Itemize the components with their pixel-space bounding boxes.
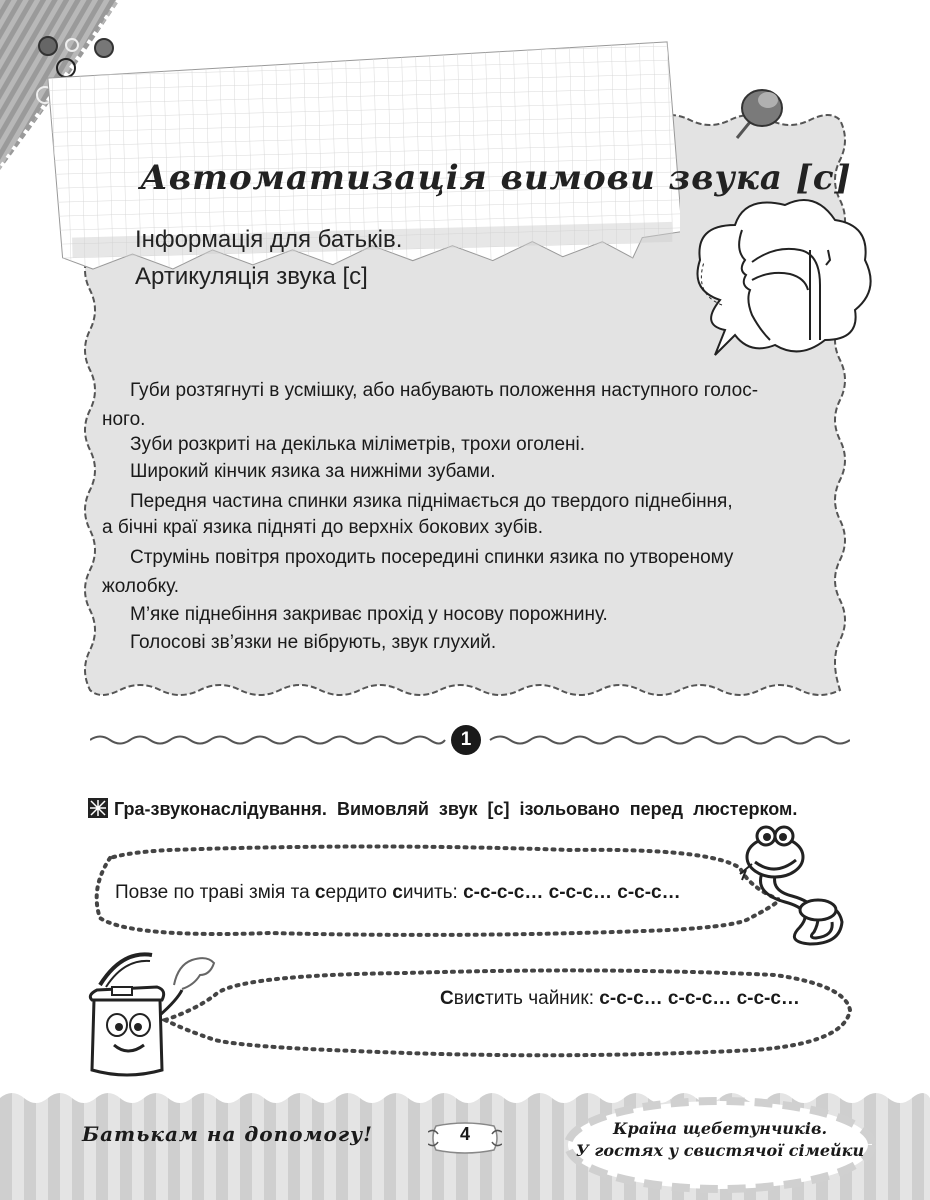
articulation-line-4: Широкий кінчик язика за нижніми зубами. [130,461,496,482]
task-text: Вимовляй звук [с] ізольовано перед люстерком. [336,799,798,819]
articulation-line-3: Зуби розкриті на декілька міліметрів, трохи оголені. [130,434,585,455]
articulation-line-5: Передня частина спинки язика піднімається до твердого піднебіння, [130,491,733,512]
articulation-line-8: жолобку. [102,576,180,597]
page-title: Автоматизація вимови звука [с] [140,158,852,198]
articulation-line-7: Струмінь повітря проходить посередині спинки язика по утвореному [130,547,734,568]
footer-book-title-line-2: У гостях у свистячої сімейки [575,1141,865,1160]
articulation-heading: Артикуляція звука [с] [135,263,368,290]
ornament-icon [88,798,108,818]
kettle-phrase: Свистить чайник: с-с-с… с-с-с… с-с-с… [440,988,800,1009]
kettle-sounds: с-с-с… с-с-с… с-с-с… [599,988,800,1009]
articulation-line-2: ного. [102,409,146,430]
articulation-line-1: Губи розтягнуті в усмішку, або набувають положення наступного голос- [130,380,759,401]
footer-series-title: Батькам на допомогу! [82,1122,373,1146]
footer-book-title [575,1118,865,1162]
footer-book-title-line-1: Країна щебетунчиків. [612,1119,828,1138]
kettle-icon [82,945,222,1085]
speech-bubble-kettle [155,955,855,1065]
page-number: 4 [459,1124,470,1144]
articulation-line-9: М’яке піднебіння закриває прохід у носову порожнину. [130,604,608,625]
step-number-badge: 1 [451,725,481,755]
articulation-diagram-icon [680,190,880,370]
pushpin-icon [732,80,792,140]
info-for-parents-heading: Інформація для батьків. [135,226,403,253]
task-label: Гра-звуконаслідування. [114,799,327,819]
task-instruction [88,798,848,820]
snake-icon [730,822,850,952]
snake-sounds: с-с-с-с… с-с-с… с-с-с… [463,882,681,903]
snake-phrase: Повзе по траві змія та сердито сичить: с-с-с-с… с-с-с… с-с-с… [115,882,681,903]
articulation-line-10: Голосові зв’язки не вібрують, звук глухий. [130,632,497,653]
articulation-line-6: а бічні краї язика підняті до верхніх бокових зубів. [102,517,544,538]
